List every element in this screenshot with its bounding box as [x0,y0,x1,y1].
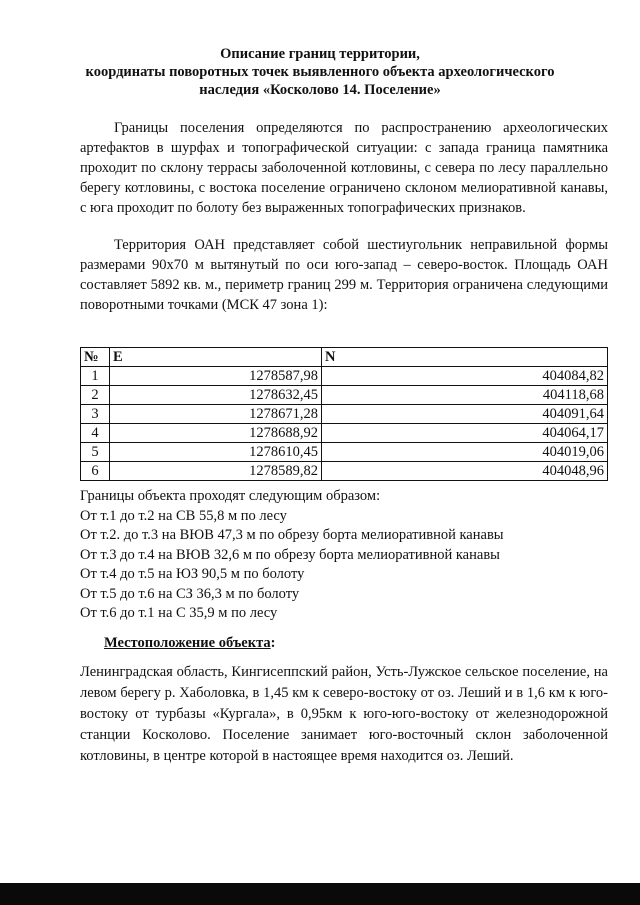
coordinate-n: 404064,17 [322,424,608,443]
coordinate-e: 1278671,28 [110,405,322,424]
territory-description-paragraph: Территория ОАН представляет собой шестиугольник неправильной формы размерами 90х70 м вытянутый по оси юго-запад – северо-восток. Площадь ОАН составляет 5892 кв. м., периметр границ 299 м. Территория ограничена следующими поворотными точками (МСК 47 зона 1): [80,237,608,313]
boundary-segment: От т.1 до т.2 на СВ 55,8 м по лесу [80,507,287,524]
coordinate-n: 404091,64 [322,405,608,424]
coordinate-e: 1278688,92 [110,424,322,443]
location-heading [104,635,275,652]
point-number: 4 [81,424,110,443]
boundary-segment: От т.4 до т.5 на ЮЗ 90,5 м по болоту [80,566,305,582]
column-header-e: E [110,348,322,367]
boundary-intro: Границы объекта проходят следующим образом: [80,488,381,504]
title-line-1: Описание границ территории, [220,46,420,62]
table-row [81,443,608,462]
boundary-segments [80,487,504,624]
boundary-segment: От т.5 до т.6 на СЗ 36,3 м по болоту [80,585,300,602]
coordinate-n: 404084,82 [322,367,608,386]
location-paragraph: Ленинградская область, Кингисеппский район, Усть-Лужское сельское поселение, на левом берегу р. Хаболовка, в 1,45 км к северо-востоку от оз. Леший и в 1,6 км к юго-востоку от турбазы «Кургала», в 0,95км к юго-юго-востоку от железнодорожной станции Косколово. Поселение занимает юго-восточный склон заболоченной котловины, в центре которой в настоящее время находится оз. Леший. [80,664,608,764]
column-header-number: № [81,348,110,367]
coordinate-n: 404048,96 [322,462,608,481]
scan-edge-bar [0,883,640,905]
boundary-segment: От т.2. до т.3 на ВЮВ 47,3 м по обрезу борта мелиоративной канавы [80,527,504,543]
coordinate-n: 404019,06 [322,443,608,462]
location-heading-label: Местоположение объекта [104,635,271,651]
point-number: 6 [81,462,110,481]
location-heading-colon: : [270,635,276,651]
coordinates-table [80,347,608,481]
table-row [81,367,608,386]
coordinate-e: 1278589,82 [110,462,322,481]
table-row [81,424,608,443]
coordinate-e: 1278610,45 [110,443,322,462]
boundary-segment: От т.6 до т.1 на С 35,9 м по лесу [80,605,278,621]
coordinate-n: 404118,68 [322,386,608,405]
point-number: 1 [81,367,110,386]
boundary-description-paragraph: Границы поселения определяются по распространению археологических артефактов в шурфах и топографической ситуации: с запада граница памятника проходит по склону террасы заболоченной котловины, с севера по лесу параллельно берегу котловины, с востока поселение ограничено склоном мелиоративной канавы, с юга проходит по болоту без выраженных топографических признаков. [80,120,608,216]
coordinate-e: 1278632,45 [110,386,322,405]
point-number: 2 [81,386,110,405]
coordinate-e: 1278587,98 [110,367,322,386]
column-header-n: N [322,348,608,367]
point-number: 5 [81,443,110,462]
table-row [81,386,608,405]
title-line-2: координаты поворотных точек выявленного объекта археологического [85,64,555,80]
table-header-row [81,348,608,367]
table-row [81,462,608,481]
table-row [81,405,608,424]
document-title [60,45,580,99]
point-number: 3 [81,405,110,424]
boundary-segment: От т.3 до т.4 на ВЮВ 32,6 м по обрезу борта мелиоративной канавы [80,546,500,563]
title-line-3: наследия «Косколово 14. Поселение» [199,82,441,98]
